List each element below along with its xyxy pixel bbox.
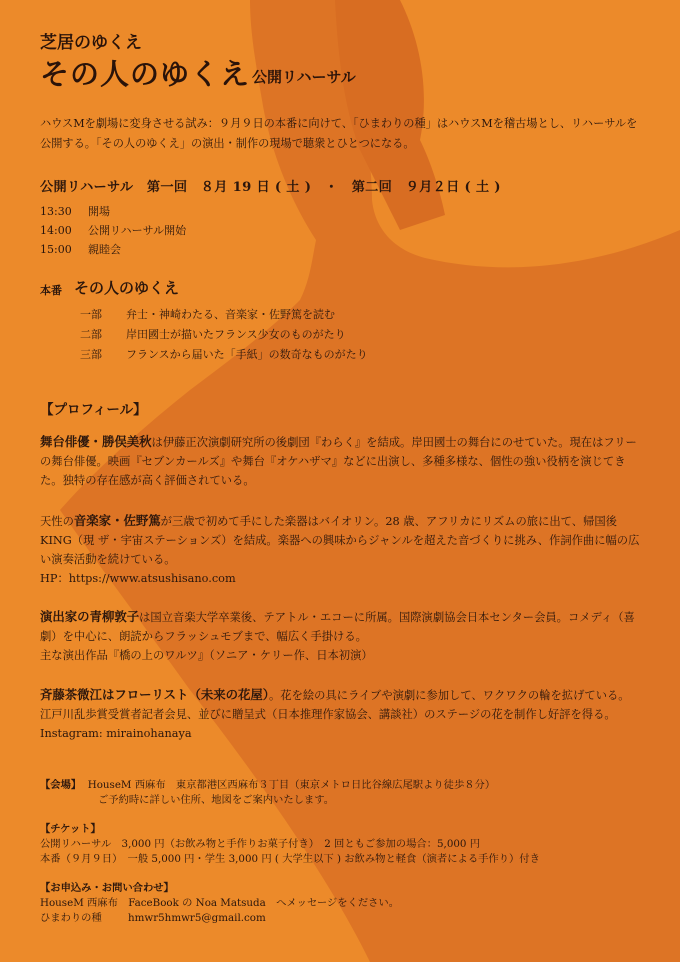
contact-line: HouseM 西麻布 FaceBook の Noa Matsuda へメッセージをください。 <box>40 897 400 909</box>
schedule-item <box>40 203 110 219</box>
profile-name: 音楽家・佐野篤 <box>73 513 161 528</box>
schedule-time: 13:30 <box>40 205 72 218</box>
profile-name: 斉藤茶微江はフローリスト（未来の花屋） <box>40 687 269 702</box>
profile-director <box>40 607 640 665</box>
rehearsal-dates: 公開リハーサル 第一回 ８月 19 日 ( 土 ) ・ 第二回 ９月２日 ( 土 ) <box>40 180 501 195</box>
schedule-time: 14:00 <box>40 224 72 237</box>
part-number: 三部 <box>80 348 102 361</box>
florist-instagram: Instagram: mirainohanaya <box>40 727 192 740</box>
part-desc: 弁士・神崎わたる、音楽家・佐野篤を読む <box>126 308 335 321</box>
profile-text: 。花を絵の具にライブや演劇に参加して、ワクワクの輪を拡げている。江戸川乱歩賞受賞者記者会見、並びに贈呈式（日本推理作家協会、講談社）のステージの花を制作し好評を得る。 <box>40 689 630 721</box>
ticket-line: 公開リハーサル 3,000 円（お飲み物と手作りお菓子付き） 2 回ともご参加の場合：5,000 円 <box>40 838 481 850</box>
profile-actor <box>40 432 640 490</box>
schedule-label: 開場 <box>88 205 110 218</box>
contact-heading: 【お申込み・お問い合わせ】 <box>40 882 174 894</box>
profile-florist <box>40 685 640 743</box>
part-number: 二部 <box>80 328 102 341</box>
contact-info <box>40 881 640 926</box>
musician-homepage: HP：https://www.atsushisano.com <box>40 572 236 585</box>
profile-name: 演出家の青柳敦子 <box>40 609 140 624</box>
contact-email[interactable]: hmwr5hmwr5@gmail.com <box>128 912 266 924</box>
venue-line: HouseM 西麻布 東京都港区西麻布３丁目（東京メトロ日比谷線広尾駅より徒歩８分） <box>87 779 496 791</box>
schedule-time: 15:00 <box>40 243 72 256</box>
honban-label: 本番 <box>40 284 62 297</box>
honban-title: その人のゆくえ <box>74 279 180 297</box>
schedule-label: 公開リハーサル開始 <box>88 224 187 237</box>
profile-prefix: 天性の <box>40 515 74 528</box>
schedule-label: 親睦会 <box>88 243 121 256</box>
schedule-item <box>40 222 186 238</box>
ticket-line: 本番（９月９日） 一般 5,000 円・学生 3,000 円 ( 大学生以下 ) お飲み物と軽食（演者による手作り）付き <box>40 853 540 865</box>
profile-text: は国立音楽大学卒業後、テアトル・エコーに所属。国際演劇協会日本センター会員。コメディ（喜劇）を中心に、朗読からフラッシュモブまで、幅広く手掛ける。 <box>40 611 635 643</box>
program-part <box>80 326 346 342</box>
program-part <box>80 346 368 362</box>
venue-info <box>40 778 640 808</box>
ticket-info <box>40 822 640 867</box>
part-number: 一部 <box>80 308 102 321</box>
director-works: 主な演出作品『橋の上のワルツ』（ソニア・ケリー作、日本初演） <box>40 649 373 662</box>
part-desc: 岸田國士が描いたフランス少女のものがたり <box>126 328 346 341</box>
event-title: その人のゆくえ <box>40 57 251 91</box>
schedule-item <box>40 241 121 257</box>
program-part <box>80 306 335 322</box>
profile-name: 舞台俳優・勝俣美秋 <box>40 434 152 449</box>
profile-text: が三歳で初めて手にした楽器はバイオリン。28 歳、アフリカにリズムの旅に出て、帰国後KING（現 ザ・宇宙ステーションズ）を結成。楽器への興味からジャンルを超えた音づくりに挑み、作詞作曲に幅の広い演奏活動を続けている。 <box>40 515 640 566</box>
profile-text: は伊藤正次演劇研究所の後劇団『わらく』を結成。岸田國士の舞台にのせていた。現在はフリーの舞台俳優。映画『セブンカールズ』や舞台『オケハザマ』などに出演し、多種多様な、個性の強い役柄を演じてきた。独特の存在感が高く評価されている。 <box>40 436 637 487</box>
profile-musician <box>40 511 640 588</box>
series-subtitle: 芝居のゆくえ <box>40 33 142 53</box>
profile-heading: 【プロフィール】 <box>40 402 147 418</box>
event-title-sub: 公開リハーサル <box>252 68 356 86</box>
venue-note: ご予約時に詳しい住所、地図をご案内いたします。 <box>98 794 335 806</box>
venue-heading: 【会場】 <box>40 779 82 791</box>
contact-label: ひまわりの種 <box>40 912 102 924</box>
part-desc: フランスから届いた「手紙」の数奇なものがたり <box>126 348 368 361</box>
ticket-heading: 【チケット】 <box>40 823 101 835</box>
intro-text: ハウスMを劇場に変身させる試み：９月９日の本番に向けて、「ひまわりの種」はハウスMを稽古場とし、リハーサルを公開する。「その人のゆくえ」の演出・制作の現場で聴衆とひとつになる。 <box>40 117 638 150</box>
